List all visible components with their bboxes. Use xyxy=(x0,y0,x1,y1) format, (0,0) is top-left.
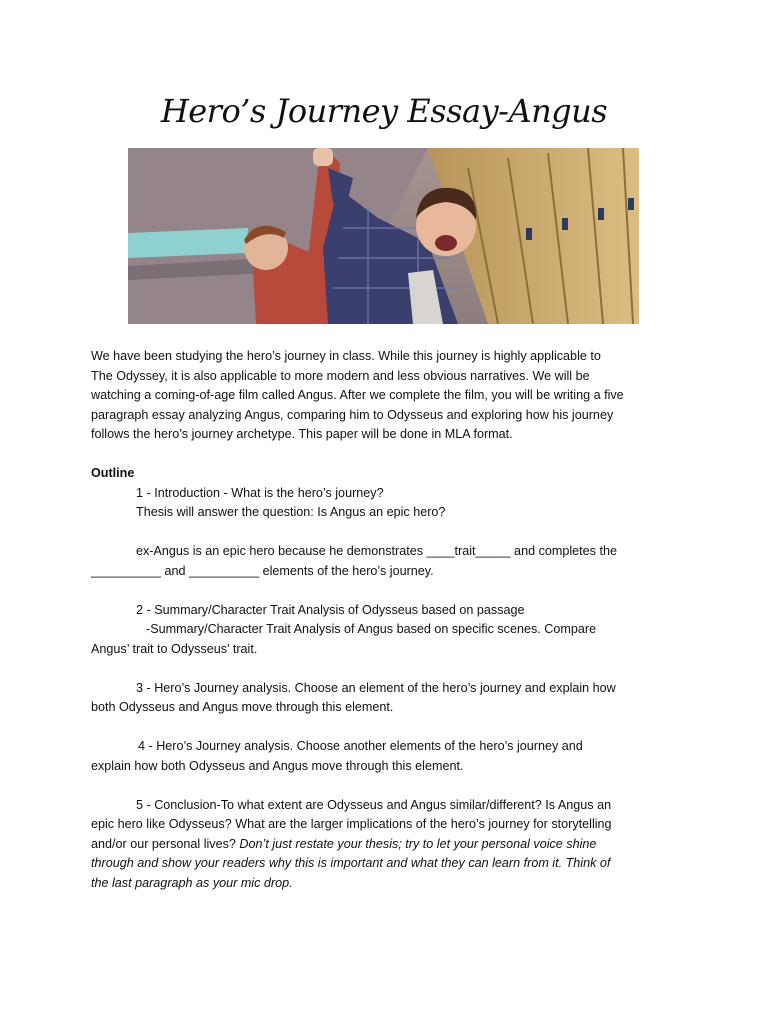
outline-item-1: 1 - Introduction - What is the hero’s journey? xyxy=(136,485,384,500)
outline-item-2-sub: -Summary/Character Trait Analysis of Angus based on specific scenes. Compare xyxy=(146,622,597,636)
outline-item-4: 4 - Hero’s Journey analysis. Choose another elements of the hero’s journey and xyxy=(138,739,583,753)
intro-paragraph xyxy=(91,347,691,445)
outline-item-5: 5 - Conclusion-To what extent are Odysseus and Angus similar/different? Is Angus an xyxy=(136,797,612,812)
thesis-example-line-2: __________ and __________ elements of the hero’s journey. xyxy=(91,563,434,578)
page-title: Hero’s Journey Essay-Angus xyxy=(160,92,608,130)
outline-item-4-cont: explain how both Odysseus and Angus move through this element. xyxy=(91,758,464,773)
intro-line: follows the hero’s journey archetype. This paper will be done in MLA format. xyxy=(91,427,513,441)
intro-line: watching a coming-of-age film called Angus. After we complete the film, you will be writing a five xyxy=(91,388,624,402)
outline-item-1-thesis: Thesis will answer the question: Is Angus an epic hero? xyxy=(136,505,446,519)
intro-line: The Odyssey, it is also applicable to more modern and less obvious narratives. We will be xyxy=(91,368,590,383)
outline-item-5-italic-end: the last paragraph as your mic drop. xyxy=(91,875,293,890)
outline-item-5-plain: and/or our personal lives? xyxy=(91,836,240,851)
outline-item-3-cont: both Odysseus and Angus move through this element. xyxy=(91,700,394,714)
outline-item-5-italic-cont: through and show your readers why this is important and what they can learn from it. Think of xyxy=(91,856,611,870)
outline-section xyxy=(91,464,691,893)
outline-item-3: 3 - Hero’s Journey analysis. Choose an element of the hero’s journey and explain how xyxy=(136,680,616,695)
outline-item-5-cont: epic hero like Odysseus? What are the larger implications of the hero’s journey for storytelling xyxy=(91,817,612,831)
intro-line: We have been studying the hero’s journey in class. While this journey is highly applicable to xyxy=(91,349,601,363)
outline-item-2: 2 - Summary/Character Trait Analysis of Odysseus based on passage xyxy=(136,602,525,617)
outline-heading: Outline xyxy=(91,466,135,480)
outline-item-2-cont: Angus’ trait to Odysseus’ trait. xyxy=(91,641,258,656)
intro-line: paragraph essay analyzing Angus, comparing him to Odysseus and exploring how his journey xyxy=(91,407,614,422)
movie-still-image xyxy=(128,148,639,324)
outline-item-5-italic: Don’t just restate your thesis; try to let your personal voice shine xyxy=(239,836,597,851)
outline-item-5-cont xyxy=(91,835,691,855)
thesis-example-line-1: ex-Angus is an epic hero because he demonstrates ____trait_____ and completes the xyxy=(136,544,617,558)
